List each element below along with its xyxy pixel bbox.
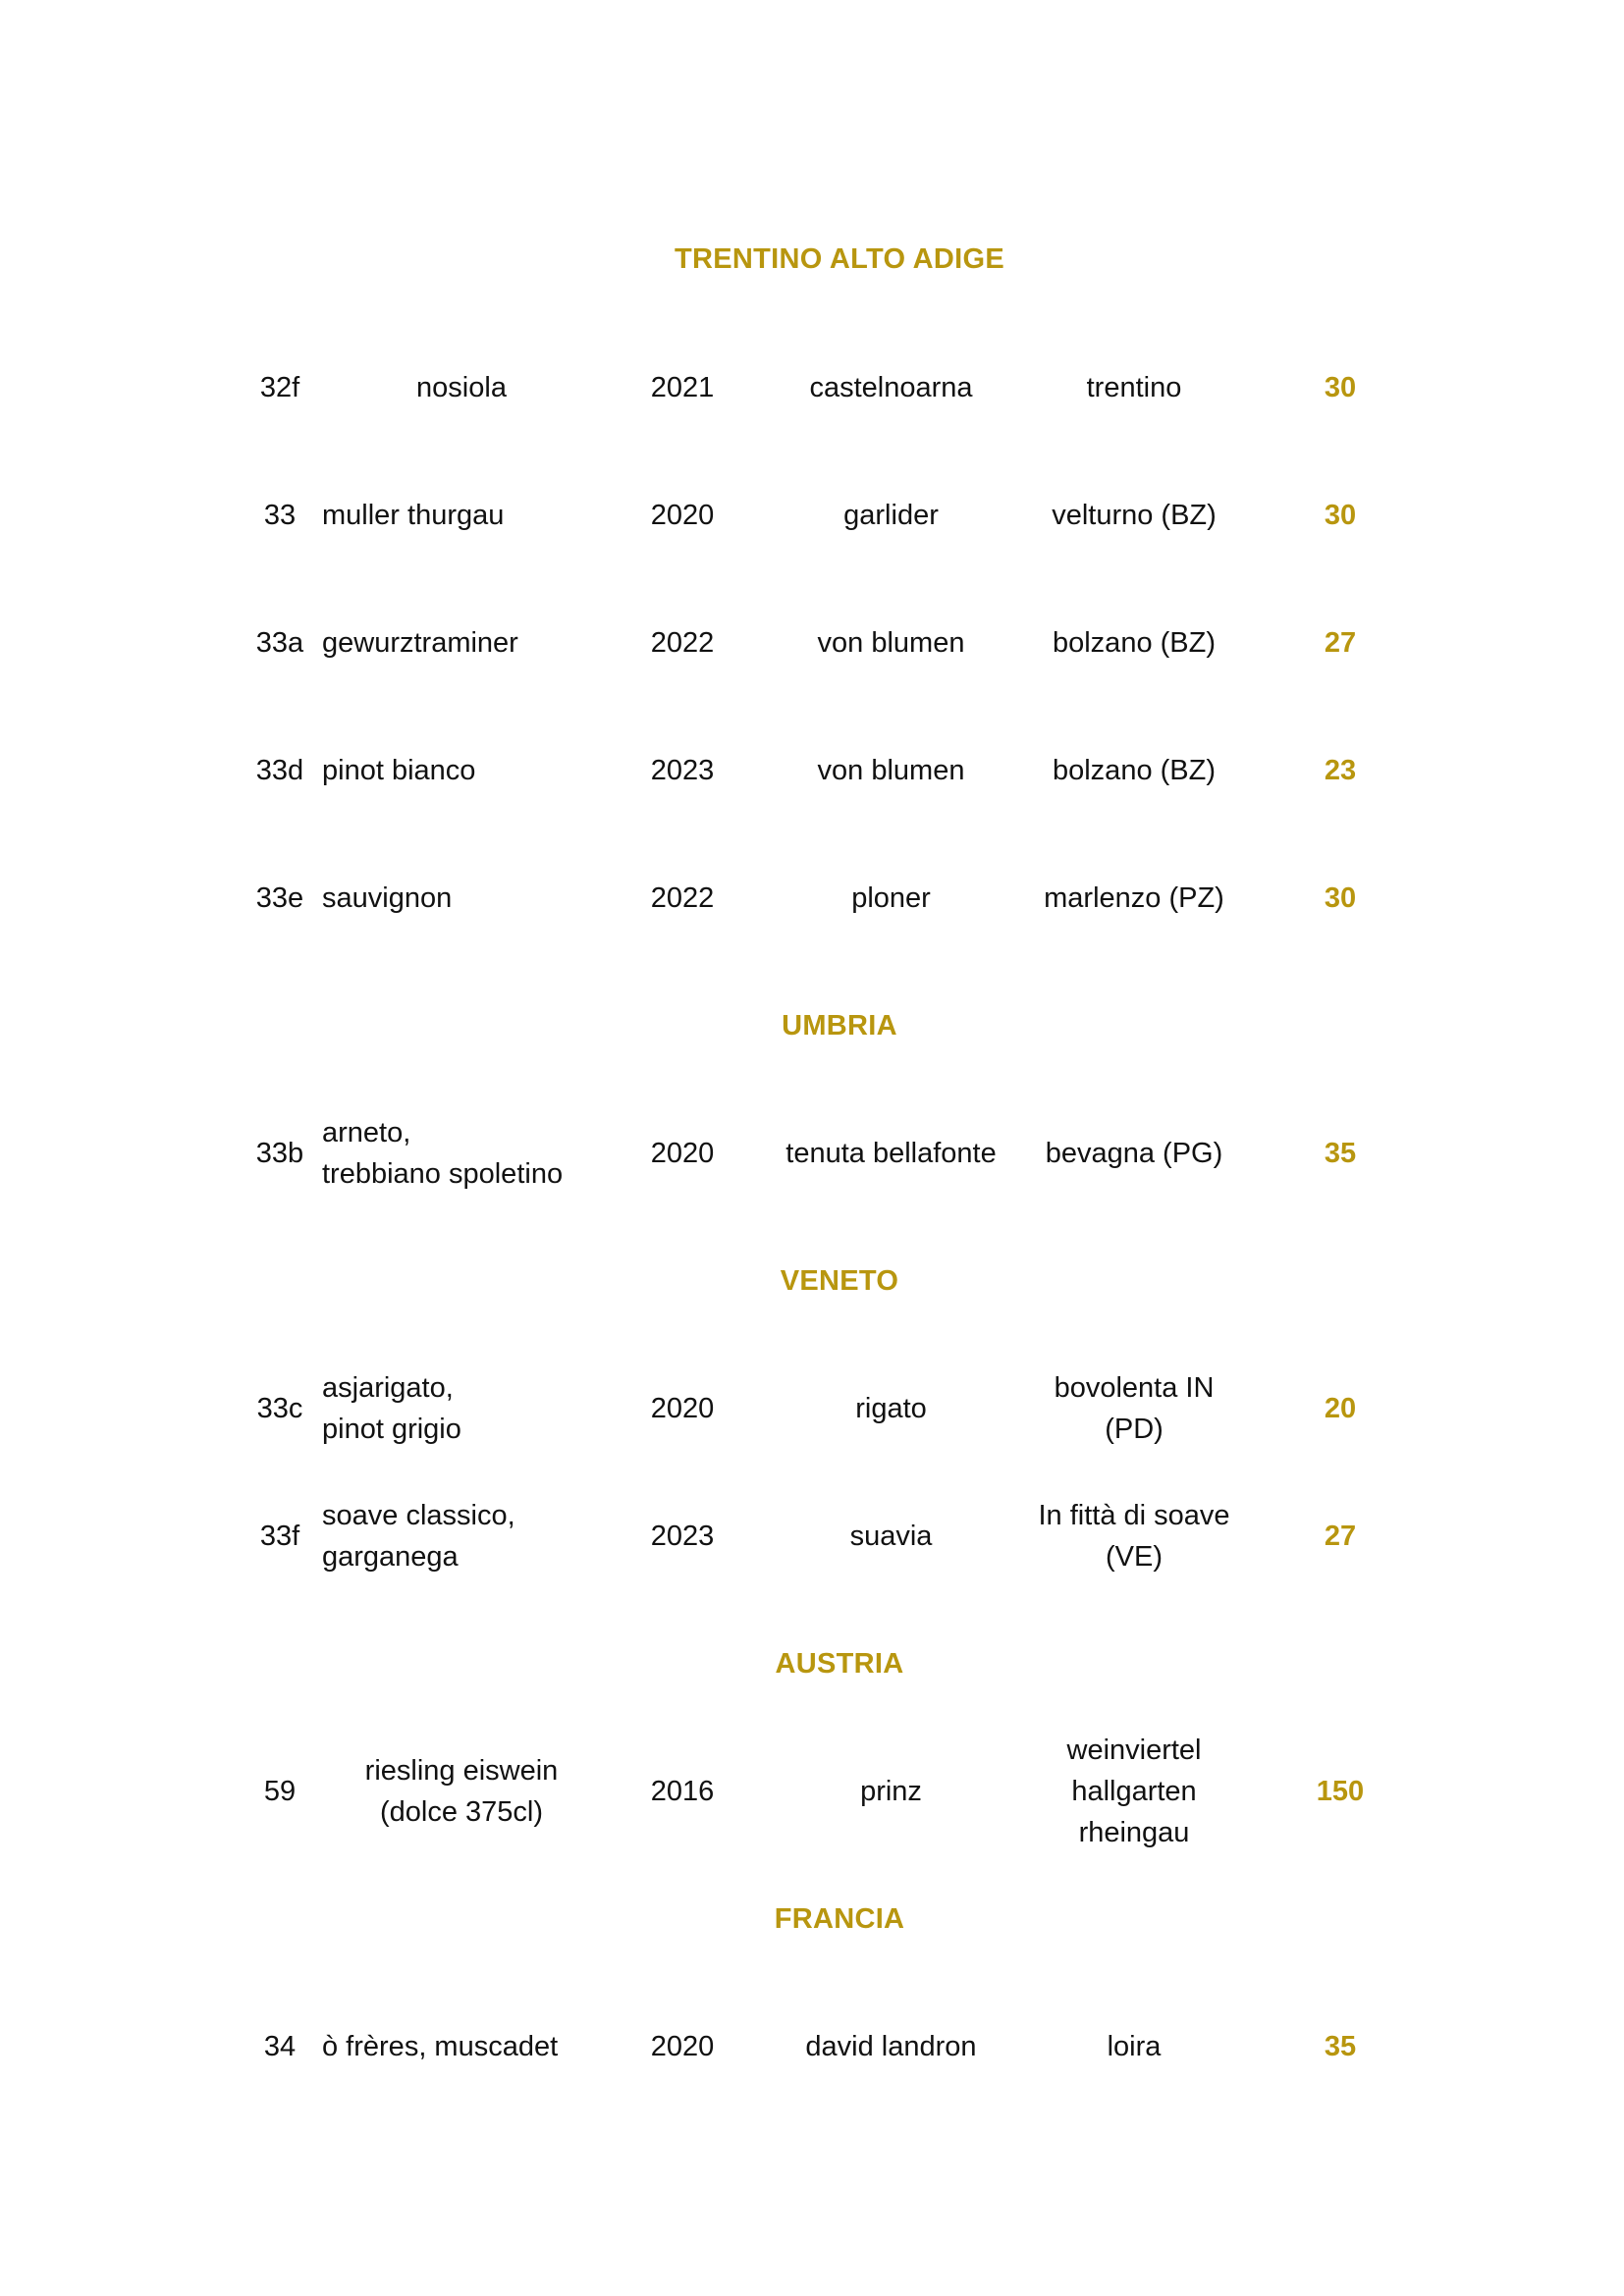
wine-region: weinviertel hallgarten rheingau: [1066, 1735, 1202, 1848]
wine-price: 20: [1324, 1393, 1357, 1424]
wine-producer: castelnoarna: [809, 372, 973, 403]
wine-price: 27: [1324, 1521, 1357, 1552]
wine-price: 35: [1324, 1138, 1357, 1169]
wine-row: [0, 1728, 1624, 1855]
wine-row: [0, 1472, 1624, 1600]
wine-name: muller thurgau: [322, 500, 505, 531]
wine-year: 2020: [650, 500, 715, 531]
wine-producer: garlider: [843, 500, 939, 531]
wine-region: bevagna (PG): [1045, 1138, 1223, 1169]
wine-name: asjarigato, pinot grigio: [322, 1372, 461, 1445]
wine-year: 2022: [650, 882, 715, 914]
wine-producer: von blumen: [817, 755, 965, 786]
wine-row: [0, 707, 1624, 834]
wine-code: 33b: [255, 1138, 304, 1169]
wine-name: soave classico, garganega: [322, 1500, 515, 1573]
wine-row: [0, 579, 1624, 707]
wine-row: [0, 1090, 1624, 1217]
wine-code: 33f: [259, 1521, 300, 1552]
section-heading-umbria: UMBRIA: [782, 1010, 897, 1041]
wine-region: bolzano (BZ): [1052, 755, 1216, 786]
wine-region: marlenzo (PZ): [1044, 882, 1224, 914]
wine-producer: suavia: [849, 1521, 933, 1552]
wine-row: [0, 1983, 1624, 2110]
wine-code: 33: [263, 500, 297, 531]
wine-region: loira: [1107, 2031, 1162, 2062]
wine-price: 30: [1324, 882, 1357, 914]
wine-code: 33a: [255, 627, 304, 659]
wine-region: bovolenta IN (PD): [1054, 1372, 1215, 1445]
wine-row: [0, 834, 1624, 962]
wine-code: 32f: [259, 372, 300, 403]
wine-year: 2020: [650, 2031, 715, 2062]
wine-name: pinot bianco: [322, 755, 476, 786]
wine-producer: david landron: [805, 2031, 977, 2062]
wine-price: 27: [1324, 627, 1357, 659]
wine-price: 150: [1316, 1776, 1365, 1807]
section-heading-francia: FRANCIA: [774, 1903, 905, 1935]
wine-producer: tenuta bellafonte: [785, 1138, 997, 1169]
wine-name: gewurztraminer: [322, 627, 518, 659]
wine-year: 2020: [650, 1138, 715, 1169]
wine-region: In fittà di soave (VE): [1038, 1500, 1230, 1573]
wine-row: [0, 452, 1624, 579]
wine-price: 23: [1324, 755, 1357, 786]
wine-name: riesling eiswein (dolce 375cl): [364, 1755, 559, 1828]
wine-price: 30: [1324, 372, 1357, 403]
section-heading-veneto: VENETO: [780, 1265, 899, 1297]
wine-producer: rigato: [855, 1393, 927, 1424]
wine-price: 35: [1324, 2031, 1357, 2062]
wine-code: 33d: [255, 755, 304, 786]
wine-year: 2016: [650, 1776, 715, 1807]
wine-code: 33c: [256, 1393, 303, 1424]
wine-name: nosiola: [416, 372, 507, 403]
wine-year: 2021: [650, 372, 715, 403]
wine-year: 2023: [650, 755, 715, 786]
wine-code: 59: [263, 1776, 297, 1807]
wine-producer: prinz: [860, 1776, 922, 1807]
section-heading-trentino: TRENTINO ALTO ADIGE: [675, 243, 1004, 275]
wine-name: ò frères, muscadet: [322, 2031, 559, 2062]
wine-region: velturno (BZ): [1052, 500, 1217, 531]
wine-producer: von blumen: [817, 627, 965, 659]
wine-code: 34: [263, 2031, 297, 2062]
wine-year: 2023: [650, 1521, 715, 1552]
wine-year: 2020: [650, 1393, 715, 1424]
wine-row: [0, 324, 1624, 452]
wine-name: sauvignon: [322, 882, 453, 914]
wine-producer: ploner: [851, 882, 931, 914]
wine-name: arneto, trebbiano spoletino: [322, 1117, 564, 1190]
wine-region: bolzano (BZ): [1052, 627, 1216, 659]
wine-region: trentino: [1086, 372, 1182, 403]
wine-code: 33e: [255, 882, 304, 914]
wine-price: 30: [1324, 500, 1357, 531]
wine-row: [0, 1345, 1624, 1472]
wine-year: 2022: [650, 627, 715, 659]
section-heading-austria: AUSTRIA: [775, 1648, 904, 1680]
